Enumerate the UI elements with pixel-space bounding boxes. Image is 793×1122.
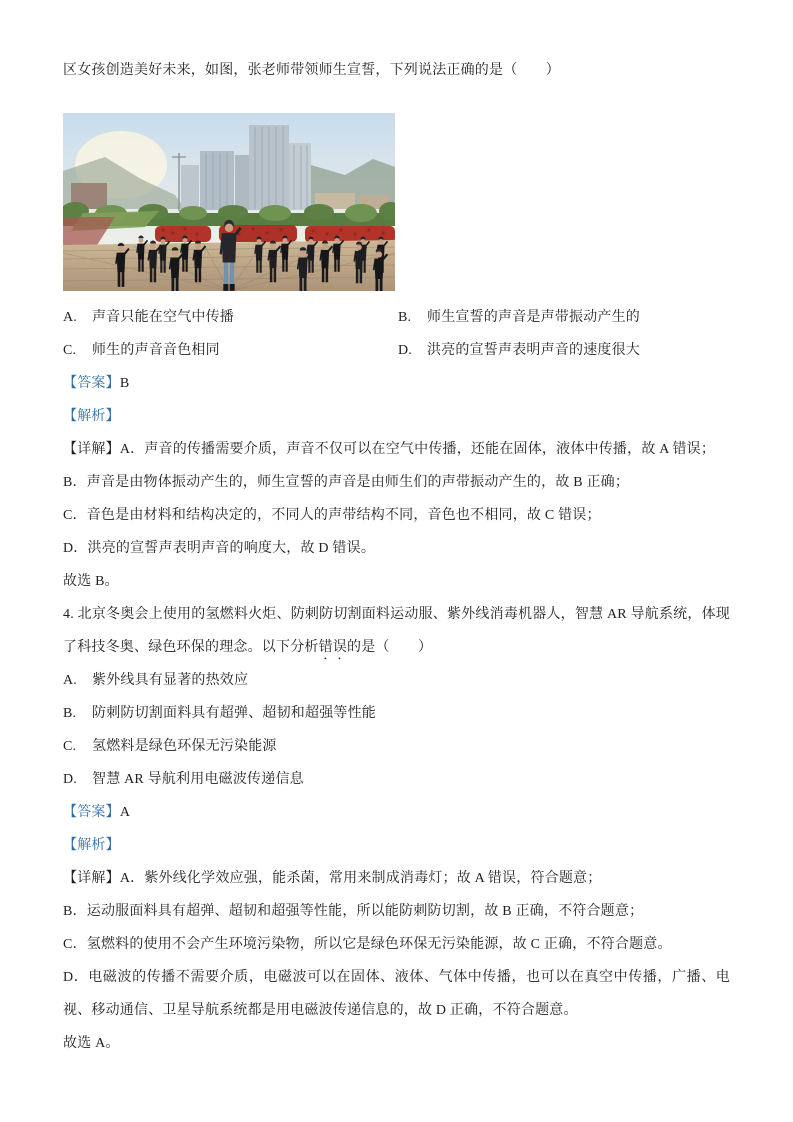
q3-option-a	[63, 301, 398, 334]
q3-analysis-line	[63, 400, 730, 433]
option-text: 师生宣誓的声音是声带振动产生的	[427, 310, 640, 325]
option-letter: C.	[63, 343, 77, 358]
q3-stem: 区女孩创造美好未来，如图，张老师带领师生宣誓，下列说法正确的是（ ）	[63, 63, 560, 78]
q3-detail-d: D．洪亮的宣誓声表明声音的响度大，故 D 错误。	[63, 541, 376, 556]
q4-option-d	[63, 763, 730, 796]
answer-value: B	[119, 376, 130, 391]
option-text: 防刺防切割面料具有超弹、超韧和超强等性能	[92, 706, 376, 721]
oath-photo-art	[63, 113, 395, 291]
option-letter: B.	[398, 310, 412, 325]
detail-label: 【详解】	[63, 442, 120, 457]
option-letter: A.	[63, 673, 78, 688]
option-letter: B.	[63, 706, 77, 721]
q3-conclusion: 故选 B。	[63, 574, 119, 589]
q4-option-a	[63, 664, 730, 697]
q4-stem-emphasis: 错误	[318, 640, 348, 655]
option-text: 师生的声音音色相同	[92, 343, 220, 358]
q4-stem-tail: 的是（ ）	[347, 640, 433, 655]
q4-option-b	[63, 697, 730, 730]
q4-option-c	[63, 730, 730, 763]
q3-option-b	[398, 301, 730, 334]
q4-detail-a	[63, 862, 730, 895]
detail-text: A．紫外线化学效应强，能杀菌，常用来制成消毒灯；故 A 错误，符合题意；	[119, 871, 602, 886]
analysis-label: 【解析】	[63, 409, 120, 424]
answer-value: A	[119, 805, 131, 820]
option-letter: D.	[398, 343, 413, 358]
q4-stem	[63, 598, 730, 664]
q3-detail-b: B．声音是由物体振动产生的，师生宣誓的声音是由师生们的声带振动产生的，故 B 正确；	[63, 475, 630, 490]
q3-detail-a	[63, 433, 730, 466]
q3-option-c	[63, 334, 398, 367]
oath-photo	[63, 113, 395, 291]
detail-label: 【详解】	[63, 871, 120, 886]
q4-detail-b: B．运动服面料具有超弹、超韧和超强等性能，所以能防刺防切割，故 B 正确，不符合题意；	[63, 904, 644, 919]
q4-detail-c: C．氢燃料的使用不会产生环境污染物，所以它是绿色环保无污染能源，故 C 正确，不符合题意。	[63, 937, 672, 952]
option-letter: D.	[63, 772, 78, 787]
q4-conclusion: 故选 A。	[63, 1036, 120, 1051]
answer-label: 【答案】	[63, 376, 120, 391]
detail-text: A．声音的传播需要介质，声音不仅可以在空气中传播，还能在固体，液体中传播，故 A 错误；	[119, 442, 716, 457]
q4-answer-line	[63, 796, 730, 829]
q4-analysis-line	[63, 829, 730, 862]
option-letter: A.	[63, 310, 78, 325]
option-text: 声音只能在空气中传播	[92, 310, 234, 325]
option-text: 洪亮的宣誓声表明声音的速度很大	[427, 343, 640, 358]
q3-answer-line	[63, 367, 730, 400]
q3-options	[63, 301, 730, 367]
analysis-label: 【解析】	[63, 838, 120, 853]
q4-detail-d: D．电磁波的传播不需要介质，电磁波可以在固体、液体、气体中传播，也可以在真空中传播，广播、电视、移动通信、卫星导航系统都是用电磁波传递信息的，故 D 正确，不符合题意。	[63, 970, 730, 1018]
q3-option-d	[398, 334, 730, 367]
option-text: 氢燃料是绿色环保无污染能源	[92, 739, 277, 754]
answer-label: 【答案】	[63, 805, 120, 820]
q3-detail-c: C．音色是由材料和结构决定的，不同人的声带结构不同，音色也不相同，故 C 错误；	[63, 508, 601, 523]
option-letter: C.	[63, 739, 77, 754]
option-text: 智慧 AR 导航利用电磁波传递信息	[92, 772, 304, 787]
option-text: 紫外线具有显著的热效应	[92, 673, 249, 688]
q4-stem-text: 4. 北京冬奥会上使用的氢燃料火炬、防刺防切割面料运动服、紫外线消毒机器人，智慧 AR 导航系统，体现了科技冬奥、绿色环保的理念。以下分析	[63, 607, 730, 655]
